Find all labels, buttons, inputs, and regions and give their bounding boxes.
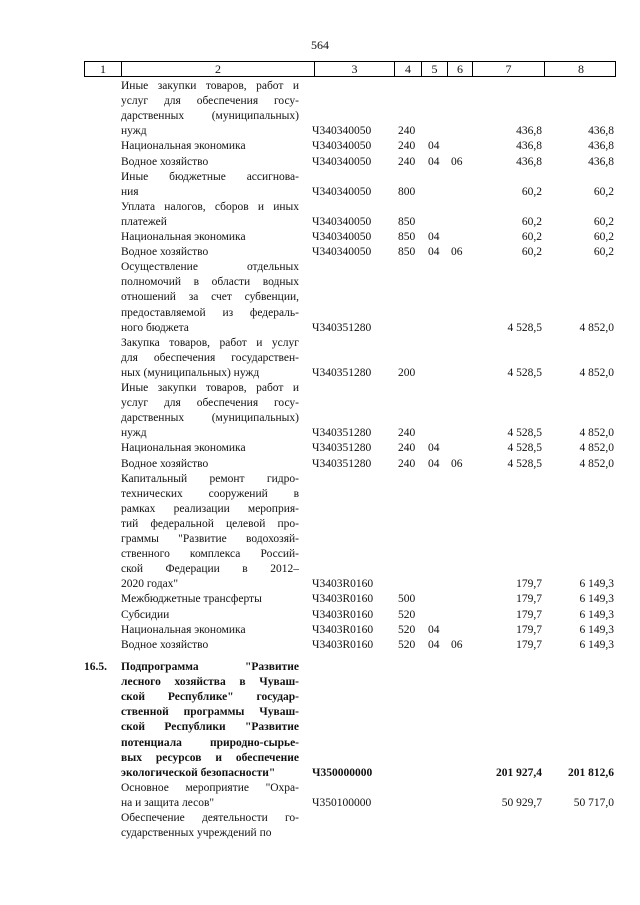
row-name-line: технических сооружений в — [121, 487, 299, 500]
row-rz: 04 — [428, 457, 440, 470]
row-code: Ч340351280 — [312, 457, 372, 470]
row-code: Ч3403R0160 — [312, 593, 374, 606]
row-name-line: Закупка товаров, работ и услуг — [121, 336, 299, 349]
row-value-2020: 4 852,0 — [579, 321, 614, 334]
row-name-line: на и защита лесов" — [121, 796, 215, 809]
row-name-line: Капитальный ремонт гидро- — [121, 472, 299, 485]
section-code: Ч350000000 — [312, 766, 373, 779]
row-name-line: вых ресурсов и обеспечение — [121, 751, 299, 764]
row-name-line: Национальная экономика — [121, 231, 246, 243]
row-pr: 06 — [451, 155, 463, 168]
row-code: Ч3403R0160 — [312, 608, 374, 621]
row-name-line: сударственных учреждений по — [121, 827, 272, 840]
row-name-line: Субсидии — [121, 608, 170, 621]
row-code: Ч340351280 — [312, 442, 372, 455]
row-name-line: 2020 годах" — [121, 578, 179, 591]
row-vr: 850 — [398, 231, 416, 243]
row-value-2019: 60,2 — [521, 246, 542, 259]
row-value-2020: 60,2 — [593, 246, 614, 259]
row-code: Ч340351280 — [312, 427, 372, 440]
row-value-2019: 179,7 — [516, 638, 542, 651]
row-name-line: Водное хозяйство — [121, 246, 209, 259]
row-value-2019: 4 528,5 — [507, 442, 542, 455]
row-rz: 04 — [428, 246, 440, 259]
row-value-2019: 179,7 — [516, 608, 542, 621]
row-name-line: Подпрограмма "Развитие — [121, 661, 299, 673]
row-vr: 520 — [398, 638, 416, 651]
row-value-2020: 6 149,3 — [579, 623, 614, 636]
row-vr: 240 — [398, 125, 416, 138]
section-number: 16.5. — [84, 661, 107, 673]
row-value-2019: 436,8 — [516, 125, 542, 138]
row-value-2020: 6 149,3 — [579, 608, 614, 621]
row-code: Ч340340050 — [312, 231, 372, 243]
row-name-line: ного бюджета — [121, 321, 189, 334]
row-name-line: лесного хозяйства в Чуваш- — [121, 676, 299, 689]
row-vr: 200 — [398, 366, 416, 379]
row-name-line: экологической безопасности" — [121, 766, 276, 779]
row-name-line: Водное хозяйство — [121, 638, 209, 651]
row-code: Ч3403R0160 — [312, 578, 374, 591]
row-value-2019: 179,7 — [516, 593, 542, 606]
row-value-2019: 179,7 — [516, 623, 542, 636]
row-name-line: Иные закупки товаров, работ и — [121, 382, 299, 394]
row-vr: 520 — [398, 623, 416, 636]
row-name-line: ской Республики "Развитие — [121, 721, 299, 734]
row-name-line: ния — [121, 185, 139, 198]
section-value-2019: 201 927,4 — [496, 766, 542, 779]
row-code: Ч340340050 — [312, 140, 372, 153]
row-name-line: Иные бюджетные ассигнова- — [121, 170, 299, 183]
row-name-line: услуг для обеспечения госу- — [121, 95, 299, 108]
row-vr: 240 — [398, 427, 416, 440]
header-col-6: 6 — [447, 62, 472, 76]
row-value-2020: 60,2 — [593, 231, 614, 243]
row-vr: 850 — [398, 215, 416, 228]
row-code: Ч350100000 — [312, 796, 372, 809]
row-vr: 800 — [398, 185, 416, 198]
table-header — [84, 61, 616, 77]
row-value-2020: 4 852,0 — [579, 427, 614, 440]
row-value-2020: 6 149,3 — [579, 593, 614, 606]
row-vr: 240 — [398, 442, 416, 455]
row-name-line: отношений за счет субвенции, — [121, 291, 299, 304]
row-name-line: полномочий в области водных — [121, 276, 299, 289]
row-value-2019: 60,2 — [521, 185, 542, 198]
row-vr: 520 — [398, 608, 416, 621]
row-name-line: ных (муниципальных) нужд — [121, 366, 260, 379]
row-code: Ч340340050 — [312, 185, 372, 198]
header-col-7: 7 — [472, 62, 544, 76]
row-value-2020: 436,8 — [588, 125, 614, 138]
row-code: Ч340340050 — [312, 246, 372, 259]
row-value-2019: 60,2 — [521, 231, 542, 243]
row-value-2019: 436,8 — [516, 140, 542, 153]
row-vr: 500 — [398, 593, 416, 606]
section-value-2020: 201 812,6 — [568, 766, 614, 779]
row-name-line: тий федеральной целевой про- — [121, 517, 299, 530]
header-col-5: 5 — [421, 62, 447, 76]
row-pr: 06 — [451, 457, 463, 470]
row-name-line: нужд — [121, 125, 147, 138]
row-vr: 240 — [398, 140, 416, 153]
row-value-2020: 4 852,0 — [579, 442, 614, 455]
row-value-2019: 4 528,5 — [507, 457, 542, 470]
row-vr: 240 — [398, 457, 416, 470]
row-rz: 04 — [428, 140, 440, 153]
row-vr: 850 — [398, 246, 416, 259]
row-name-line: ской Федерации в 2012– — [121, 563, 299, 576]
row-value-2019: 50 929,7 — [501, 796, 542, 809]
row-name-line: дарственных (муниципальных) — [121, 110, 299, 123]
row-name-line: дарственных (муниципальных) — [121, 412, 299, 425]
page-number: 564 — [311, 38, 329, 52]
row-code: Ч3403R0160 — [312, 638, 374, 651]
row-name-line: Уплата налогов, сборов и иных — [121, 200, 299, 213]
row-name-line: Национальная экономика — [121, 623, 246, 636]
row-name-line: ственного комплекса Россий- — [121, 548, 299, 561]
row-value-2020: 60,2 — [593, 185, 614, 198]
row-name-line: услуг для обеспечения госу- — [121, 397, 299, 410]
row-value-2019: 4 528,5 — [507, 321, 542, 334]
row-name-line: Основное мероприятие "Охра- — [121, 781, 299, 794]
row-pr: 06 — [451, 246, 463, 259]
row-value-2019: 4 528,5 — [507, 366, 542, 379]
row-code: Ч340340050 — [312, 155, 372, 168]
row-name-line: предоставляемой из федераль- — [121, 306, 299, 319]
row-rz: 04 — [428, 442, 440, 455]
row-name-line: Иные закупки товаров, работ и — [121, 80, 299, 92]
row-name-line: Национальная экономика — [121, 442, 246, 455]
row-name-line: потенциала природно-сырье- — [121, 736, 299, 749]
row-value-2019: 60,2 — [521, 215, 542, 228]
row-name-line: Межбюджетные трансферты — [121, 593, 262, 606]
row-rz: 04 — [428, 638, 440, 651]
row-value-2019: 179,7 — [516, 578, 542, 591]
row-vr: 240 — [398, 155, 416, 168]
row-name-line: нужд — [121, 427, 147, 440]
row-name-line: ственной программы Чуваш- — [121, 706, 299, 719]
row-value-2019: 4 528,5 — [507, 427, 542, 440]
row-value-2020: 6 149,3 — [579, 578, 614, 591]
header-col-2: 2 — [121, 62, 314, 76]
row-value-2020: 50 717,0 — [573, 796, 614, 809]
row-pr: 06 — [451, 638, 463, 651]
row-name-line: платежей — [121, 215, 167, 228]
row-value-2020: 436,8 — [588, 155, 614, 168]
header-col-3: 3 — [314, 62, 394, 76]
row-value-2020: 4 852,0 — [579, 457, 614, 470]
row-value-2020: 60,2 — [593, 215, 614, 228]
row-name-line: граммы "Развитие водохозяй- — [121, 533, 299, 545]
row-value-2020: 4 852,0 — [579, 366, 614, 379]
row-code: Ч340340050 — [312, 215, 372, 228]
row-code: Ч340351280 — [312, 321, 372, 334]
header-col-1: 1 — [100, 62, 106, 76]
row-rz: 04 — [428, 155, 440, 168]
row-rz: 04 — [428, 231, 440, 243]
row-name-line: рамках реализации мероприя- — [121, 502, 299, 515]
row-name-line: Водное хозяйство — [121, 155, 209, 168]
header-col-4: 4 — [394, 62, 421, 76]
row-name-line: Осуществление отдельных — [121, 261, 299, 274]
header-col-8: 8 — [544, 62, 617, 76]
row-code: Ч340351280 — [312, 366, 372, 379]
row-value-2020: 436,8 — [588, 140, 614, 153]
row-code: Ч3403R0160 — [312, 623, 374, 636]
row-name-line: ской Республике" государ- — [121, 691, 299, 704]
row-code: Ч340340050 — [312, 125, 372, 138]
row-name-line: Водное хозяйство — [121, 457, 209, 470]
row-name-line: для обеспечения государствен- — [121, 351, 299, 364]
row-value-2019: 436,8 — [516, 155, 542, 168]
row-rz: 04 — [428, 623, 440, 636]
row-name-line: Обеспечение деятельности го- — [121, 812, 299, 824]
row-name-line: Национальная экономика — [121, 140, 246, 153]
row-value-2020: 6 149,3 — [579, 638, 614, 651]
